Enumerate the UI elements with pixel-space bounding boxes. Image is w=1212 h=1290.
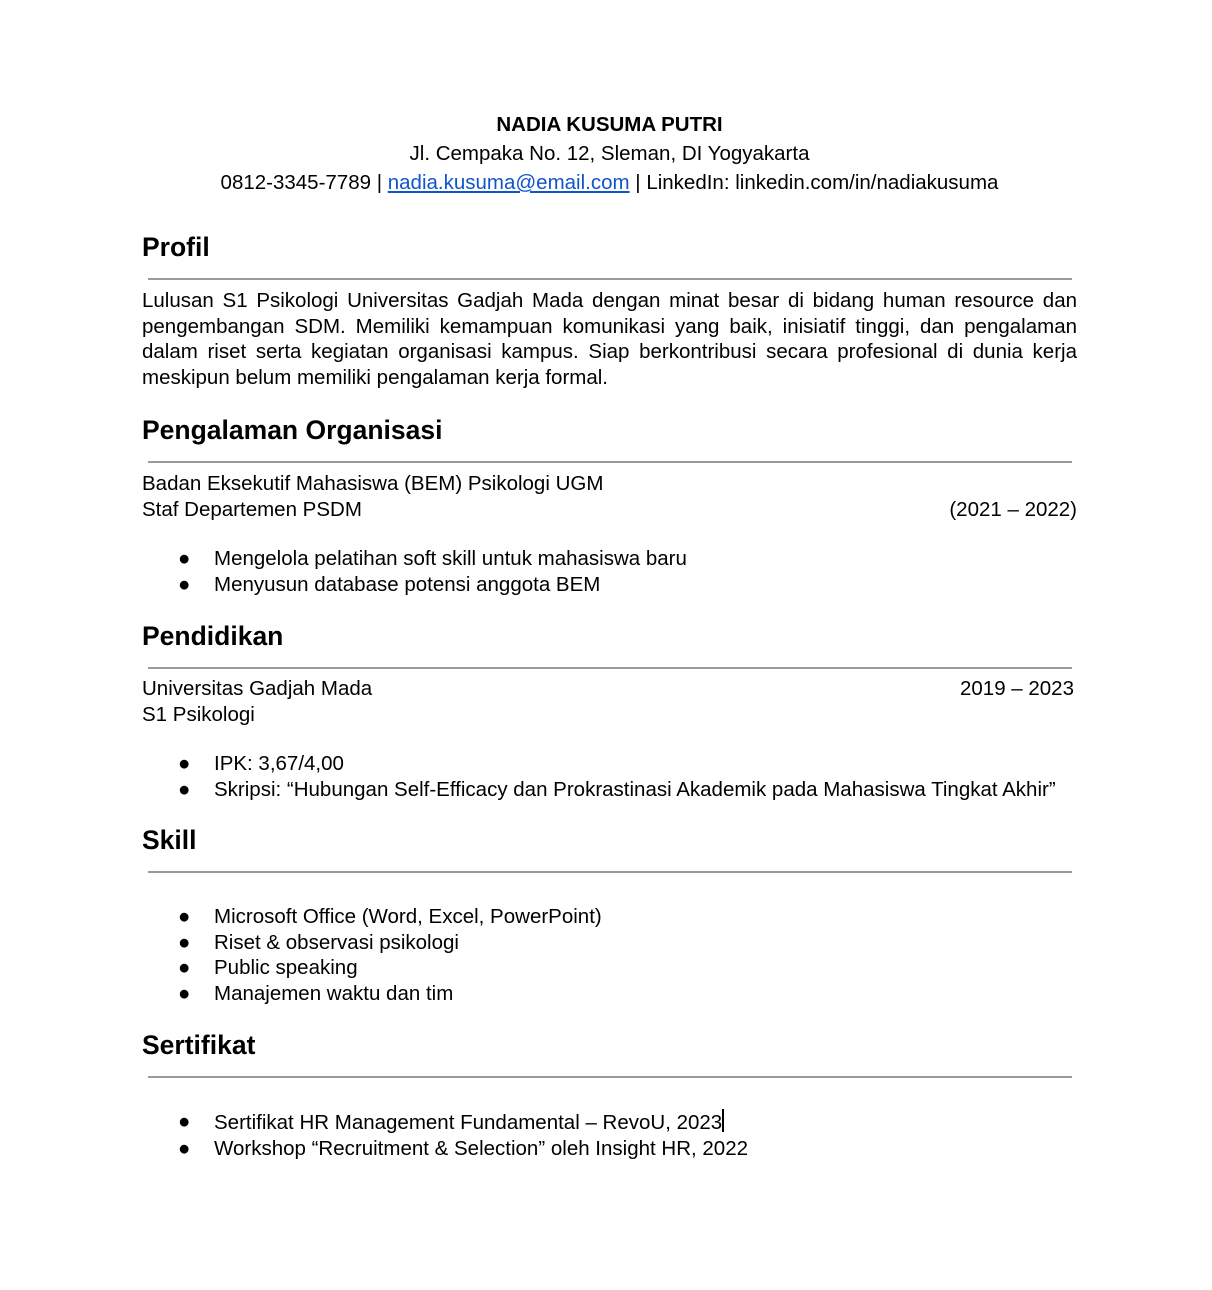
section-title-skill: Skill xyxy=(142,825,197,855)
candidate-name: NADIA KUSUMA PUTRI xyxy=(496,113,723,136)
section-divider xyxy=(148,871,1072,873)
bullet-icon: ● xyxy=(178,956,191,979)
section-title-profil: Profil xyxy=(142,232,210,262)
list-item: ● Riset & observasi psikologi xyxy=(178,930,459,954)
bullet-icon: ● xyxy=(178,981,191,1005)
list-item: ● Sertifikat HR Management Fundamental – RevoU, 2023 xyxy=(178,1110,723,1134)
profil-text: Lulusan S1 Psikologi Universitas Gadjah Mada dengan minat besar di bidang human resource dan pengembangan SDM. Memiliki kemampuan komunikasi yang baik, inisiatif tinggi, dan pengalaman dalam riset serta kegiatan organisasi kampus. Siap berkontribusi secara profesional di dunia kerja meskipun belum memiliki pengalaman kerja formal. xyxy=(142,289,1077,389)
bullet-icon: ● xyxy=(178,1110,191,1133)
bullet-icon: ● xyxy=(178,777,191,801)
certificate-bullet-list xyxy=(142,1109,1077,1161)
bullet-icon: ● xyxy=(178,547,191,570)
list-item: ● Skripsi: “Hubungan Self-Efficacy dan Prokrastinasi Akademik pada Mahasiswa Tingkat Akhir” xyxy=(178,777,1056,801)
candidate-address: Jl. Cempaka No. 12, Sleman, DI Yogyakarta xyxy=(409,142,810,165)
education-row xyxy=(142,676,1077,702)
section-divider xyxy=(148,461,1072,463)
org-bullet-list xyxy=(142,546,1077,597)
skill-bullet-list xyxy=(142,904,1077,1006)
contact-separator: | xyxy=(371,171,388,194)
bullet-icon: ● xyxy=(178,752,191,775)
org-name: Badan Eksekutif Mahasiswa (BEM) Psikologi UGM xyxy=(142,472,604,495)
section-divider xyxy=(148,278,1072,280)
section-title-organisasi: Pengalaman Organisasi xyxy=(142,415,443,445)
text-cursor xyxy=(722,1109,724,1132)
education-period: 2019 – 2023 xyxy=(959,677,1074,700)
bullet-icon: ● xyxy=(178,572,191,596)
bullet-icon: ● xyxy=(178,930,191,954)
contact-separator: | xyxy=(629,171,647,194)
list-item: ● Workshop “Recruitment & Selection” oleh Insight HR, 2022 xyxy=(178,1136,749,1160)
list-item: ● Public speaking xyxy=(178,956,358,979)
bullet-icon: ● xyxy=(178,1136,191,1160)
list-item: ● Mengelola pelatihan soft skill untuk mahasiswa baru xyxy=(178,547,687,570)
org-role-row xyxy=(142,497,1077,523)
list-item: ● IPK: 3,67/4,00 xyxy=(178,752,344,775)
section-divider xyxy=(148,667,1072,669)
phone-number: 0812-3345-7789 xyxy=(220,171,372,194)
list-item: ● Manajemen waktu dan tim xyxy=(178,981,454,1005)
contact-line xyxy=(142,168,1077,197)
section-divider xyxy=(148,1076,1072,1078)
linkedin-text: LinkedIn: linkedin.com/in/nadiakusuma xyxy=(646,171,999,194)
section-title-pendidikan: Pendidikan xyxy=(142,621,284,651)
education-bullet-list xyxy=(142,751,1077,802)
section-title-sertifikat: Sertifikat xyxy=(142,1030,256,1060)
email-link[interactable]: nadia.kusuma@email.com xyxy=(387,171,630,194)
bullet-icon: ● xyxy=(178,905,191,928)
resume-content xyxy=(142,110,1077,1161)
list-item: ● Menyusun database potensi anggota BEM xyxy=(178,572,601,596)
org-role: Staf Departemen PSDM xyxy=(142,497,362,521)
org-period: (2021 – 2022) xyxy=(949,497,1077,521)
degree: S1 Psikologi xyxy=(142,702,255,726)
resume-header xyxy=(142,110,1077,197)
list-item: ● Microsoft Office (Word, Excel, PowerPoint) xyxy=(178,905,602,928)
school-name: Universitas Gadjah Mada xyxy=(142,677,373,700)
